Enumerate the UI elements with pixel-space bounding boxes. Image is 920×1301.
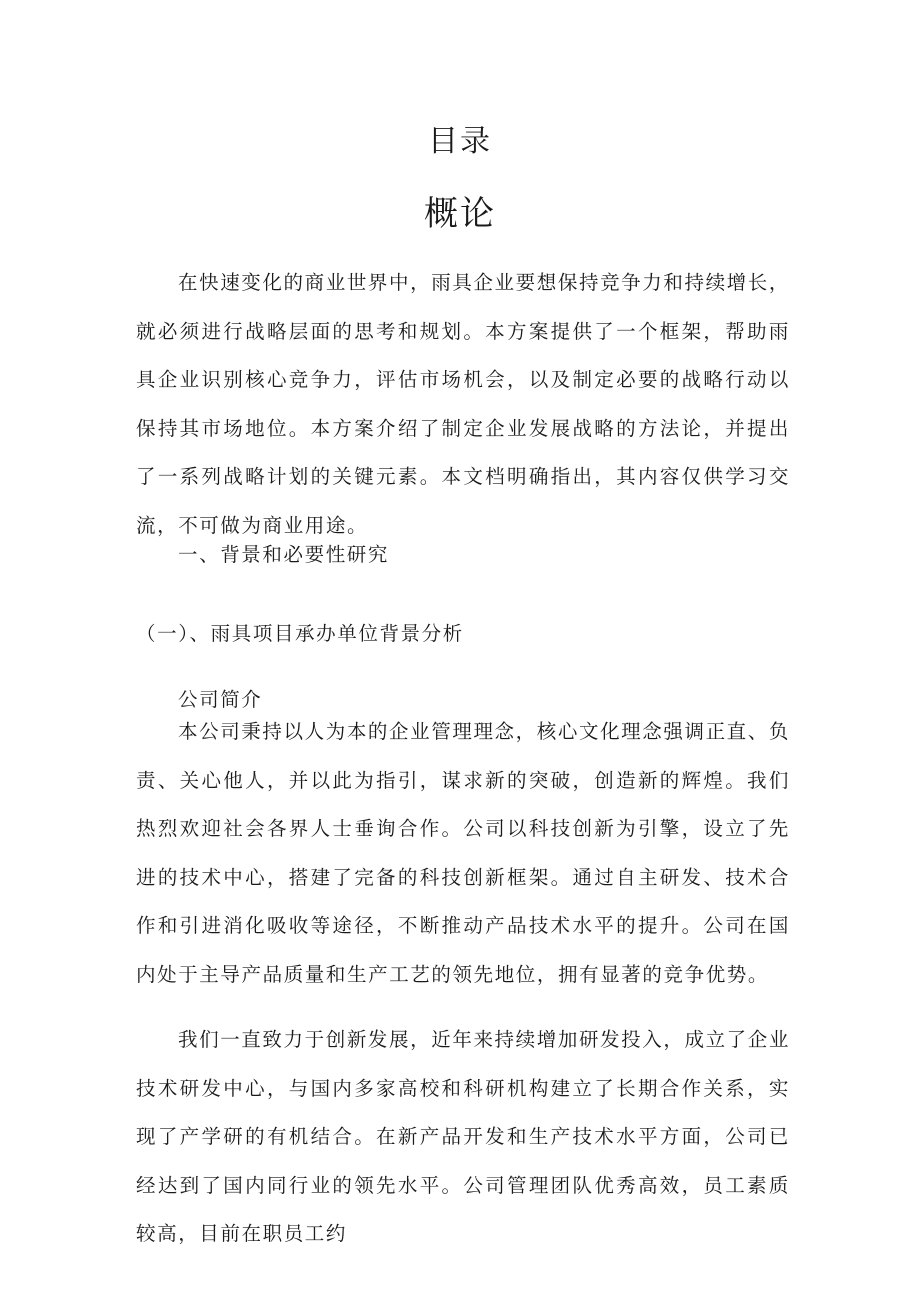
section-heading: 一、背景和必要性研究: [178, 543, 390, 566]
company-paragraph-2: 我们一直致力于创新发展，近年来持续增加研发投入，成立了企业技术研发中心，与国内多家高校和科研机构建立了长期合作关系，实现了产学研的有机结合。在新产品开发和生产技术水平方面，公司已经达到了国内同行业的领先水平。公司管理团队优秀高效，员工素质较高，目前在职员工约: [136, 1028, 790, 1245]
toc-title: 目录: [428, 124, 492, 159]
subsection-heading: （一）、雨具项目承办单位背景分析: [136, 622, 464, 645]
overview-title: 概论: [424, 194, 496, 234]
intro-paragraph: 在快速变化的商业世界中，雨具企业要想保持竞争力和持续增长，就必须进行战略层面的思考和规划。本方案提供了一个框架，帮助雨具企业识别核心竞争力，评估市场机会，以及制定必要的战略行动以保持其市场地位。本方案介绍了制定企业发展战略的方法论，并提出了一系列战略计划的关键元素。本文档明确指出，其内容仅供学习交流，不可做为商业用途。: [136, 271, 790, 537]
company-paragraph-1: 本公司秉持以人为本的企业管理理念，核心文化理念强调正直、负责、关心他人，并以此为指引，谋求新的突破，创造新的辉煌。我们热烈欢迎社会各界人士垂询合作。公司以科技创新为引擎，设立了先进的技术中心，搭建了完备的科技创新框架。通过自主研发、技术合作和引进消化吸收等途径，不断推动产品技术水平的提升。公司在国内处于主导产品质量和生产工艺的领先地位，拥有显著的竞争优势。: [136, 720, 790, 986]
company-profile-label: 公司简介: [178, 688, 263, 711]
